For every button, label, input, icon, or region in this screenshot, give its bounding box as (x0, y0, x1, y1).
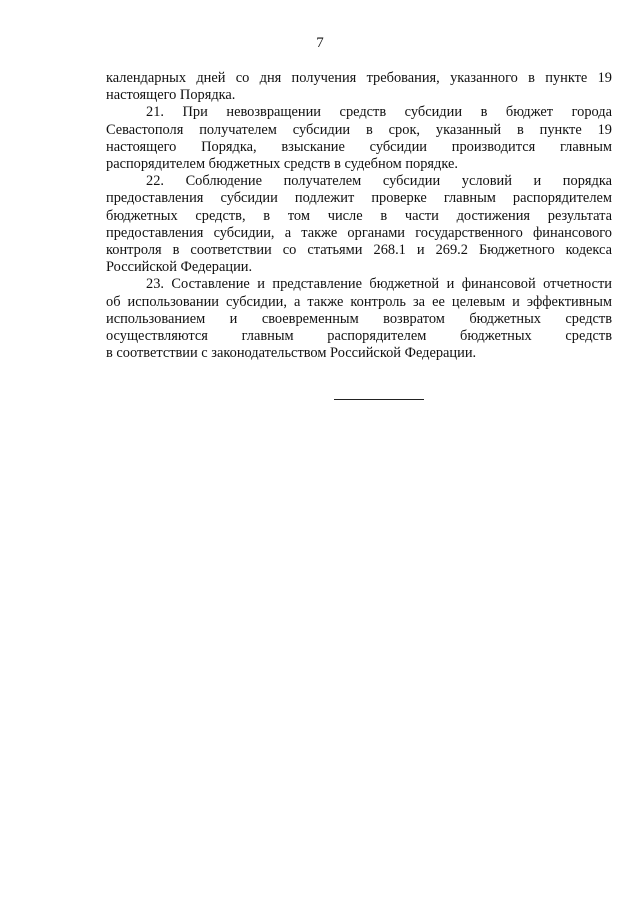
text-line: использованием и своевременным возвратом бюджетных средств (106, 310, 612, 327)
paragraph-23 (106, 276, 612, 362)
text-line: Севастополя получателем субсидии в срок, указанный в пункте 19 (106, 121, 612, 138)
document-body (106, 70, 612, 362)
end-divider-line (334, 399, 424, 400)
text-line: предоставления субсидии подлежит проверке главным распорядителем (106, 190, 612, 207)
paragraph-continuation (106, 70, 612, 104)
page-number: 7 (316, 35, 324, 51)
text-line: распорядителем бюджетных средств в судебном порядке. (106, 156, 458, 173)
text-line: 22. Соблюдение получателем субсидии условий и порядка (146, 173, 612, 190)
text-line: в соответствии с законодательством Российской Федерации. (106, 345, 477, 362)
text-line: осуществляются главным распорядителем бюджетных средств (106, 328, 612, 345)
text-line: 21. При невозвращении средств субсидии в бюджет города (146, 104, 612, 121)
text-line: контроля в соответствии со статьями 268.1 и 269.2 Бюджетного кодекса (106, 242, 612, 259)
text-line: об использовании субсидии, а также контроль за ее целевым и эффективным (106, 293, 612, 310)
paragraph-22 (106, 173, 612, 276)
text-line: 23. Составление и представление бюджетной и финансовой отчетности (146, 276, 612, 293)
text-line: бюджетных средств, в том числе в части достижения результата (106, 207, 612, 224)
text-line: Российской Федерации. (106, 259, 253, 276)
text-line: календарных дней со дня получения требования, указанного в пункте 19 (106, 70, 612, 86)
text-line: предоставления субсидии, а также органами государственного финансового (106, 224, 612, 241)
text-line: настоящего Порядка. (106, 87, 236, 104)
paragraph-21 (106, 104, 612, 173)
text-line: настоящего Порядка, взыскание субсидии производится главным (106, 138, 612, 155)
